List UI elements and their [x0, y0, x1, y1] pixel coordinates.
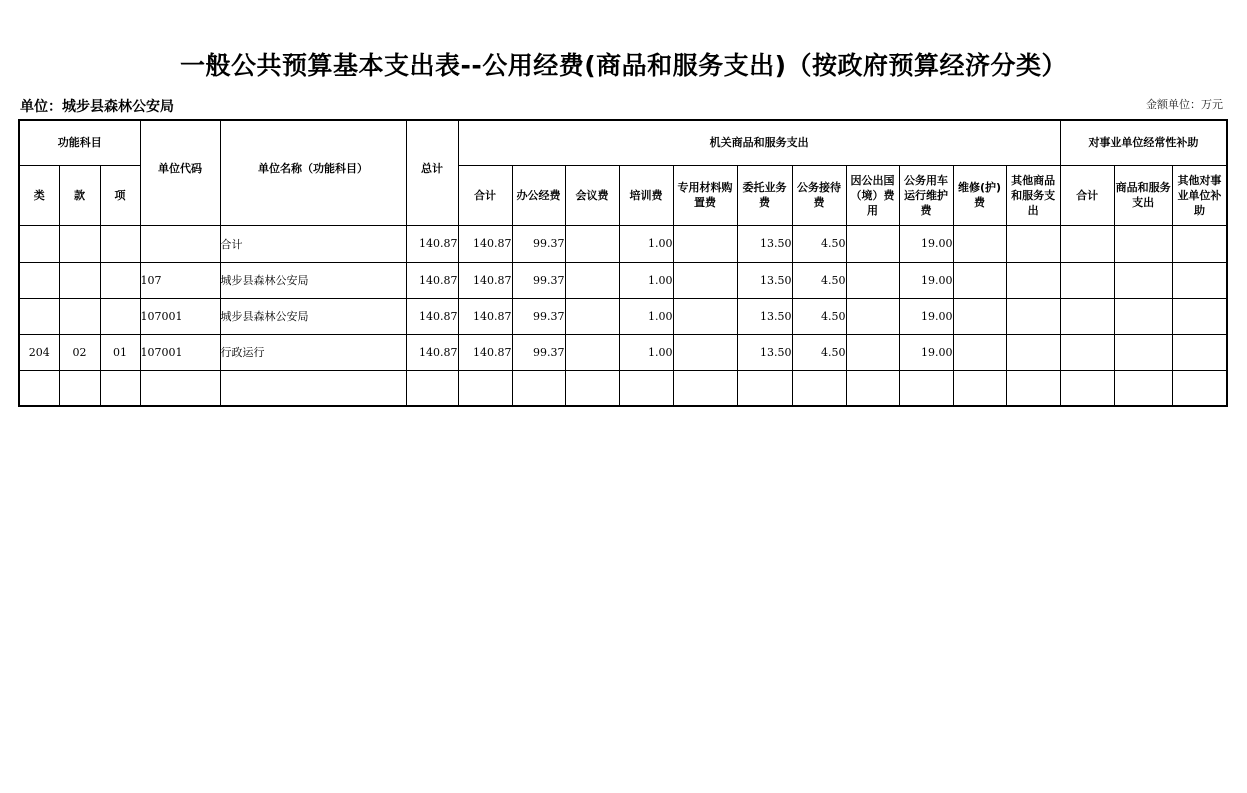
org-value-cell: 4.50: [792, 334, 846, 370]
org-col-header: 委托业务费: [737, 165, 792, 225]
subsidy-col-header: 合计: [1060, 165, 1114, 225]
org-value-cell: [1006, 334, 1060, 370]
org-value-cell: 13.50: [737, 262, 792, 298]
org-value-cell: [846, 225, 899, 262]
subsidy-value-cell: [1114, 334, 1172, 370]
lei-header: 类: [19, 165, 59, 225]
unit-name-cell: 城步县森林公安局: [220, 298, 406, 334]
unit-label: 单位：城步县森林公安局: [20, 99, 174, 115]
org-value-cell: [1006, 370, 1060, 406]
org-value-cell: 99.37: [512, 334, 565, 370]
kuan-header: 款: [59, 165, 100, 225]
org-value-cell: [846, 262, 899, 298]
lei-cell: [19, 298, 59, 334]
org-value-cell: 140.87: [458, 262, 512, 298]
org-value-cell: [673, 225, 737, 262]
org-value-cell: 13.50: [737, 225, 792, 262]
subsidy-value-cell: [1060, 334, 1114, 370]
org-col-header: 会议费: [565, 165, 619, 225]
unit-name-header: 单位名称（功能科目）: [220, 120, 406, 225]
org-col-header: 维修(护)费: [953, 165, 1006, 225]
org-value-cell: 19.00: [899, 225, 953, 262]
subsidy-group-header: 对事业单位经常性补助: [1060, 120, 1227, 165]
org-value-cell: [565, 298, 619, 334]
unit-name-cell: 城步县森林公安局: [220, 262, 406, 298]
org-value-cell: 4.50: [792, 225, 846, 262]
kuan-cell: [59, 370, 100, 406]
xiang-cell: [100, 225, 140, 262]
org-value-cell: 4.50: [792, 298, 846, 334]
org-value-cell: 140.87: [458, 298, 512, 334]
unit-code-cell: 107: [140, 262, 220, 298]
org-value-cell: 1.00: [619, 225, 673, 262]
table-row: [19, 262, 1227, 298]
subsidy-value-cell: [1060, 225, 1114, 262]
org-value-cell: [1006, 262, 1060, 298]
subsidy-value-cell: [1114, 298, 1172, 334]
org-value-cell: 99.37: [512, 298, 565, 334]
org-value-cell: [565, 370, 619, 406]
subsidy-col-header: 其他对事业单位补助: [1172, 165, 1227, 225]
org-value-cell: [458, 370, 512, 406]
org-col-header: 培训费: [619, 165, 673, 225]
xiang-cell: [100, 370, 140, 406]
total-cell: 140.87: [406, 334, 458, 370]
subsidy-value-cell: [1172, 334, 1227, 370]
org-col-header: 其他商品和服务支出: [1006, 165, 1060, 225]
org-value-cell: [565, 262, 619, 298]
org-col-header: 专用材料购置费: [673, 165, 737, 225]
func-subject-header: 功能科目: [19, 120, 140, 165]
org-group-header: 机关商品和服务支出: [458, 120, 1060, 165]
lei-cell: [19, 262, 59, 298]
table-row: [19, 370, 1227, 406]
org-value-cell: [953, 225, 1006, 262]
unit-name-cell: 合计: [220, 225, 406, 262]
org-value-cell: 13.50: [737, 298, 792, 334]
subsidy-value-cell: [1114, 262, 1172, 298]
org-value-cell: [953, 334, 1006, 370]
subsidy-value-cell: [1060, 298, 1114, 334]
kuan-cell: [59, 262, 100, 298]
org-value-cell: [619, 370, 673, 406]
lei-cell: [19, 225, 59, 262]
unit-name-cell: [220, 370, 406, 406]
total-cell: [406, 370, 458, 406]
kuan-cell: [59, 225, 100, 262]
expenditure-table: [18, 119, 1228, 407]
org-value-cell: 19.00: [899, 262, 953, 298]
table-row: [19, 298, 1227, 334]
table-row: [19, 225, 1227, 262]
subsidy-value-cell: [1172, 262, 1227, 298]
xiang-cell: 01: [100, 334, 140, 370]
org-value-cell: 99.37: [512, 225, 565, 262]
org-value-cell: [673, 334, 737, 370]
unit-code-header: 单位代码: [140, 120, 220, 225]
subsidy-value-cell: [1172, 298, 1227, 334]
org-col-header: 合计: [458, 165, 512, 225]
org-value-cell: [953, 298, 1006, 334]
subsidy-col-header: 商品和服务支出: [1114, 165, 1172, 225]
total-header: 总计: [406, 120, 458, 225]
org-value-cell: [673, 298, 737, 334]
org-value-cell: [1006, 298, 1060, 334]
org-value-cell: [846, 370, 899, 406]
lei-cell: [19, 370, 59, 406]
unit-name-cell: 行政运行: [220, 334, 406, 370]
org-value-cell: 1.00: [619, 298, 673, 334]
org-value-cell: 99.37: [512, 262, 565, 298]
org-value-cell: [673, 262, 737, 298]
unit-code-cell: [140, 370, 220, 406]
xiang-header: 项: [100, 165, 140, 225]
unit-code-cell: [140, 225, 220, 262]
org-value-cell: 140.87: [458, 334, 512, 370]
org-value-cell: 1.00: [619, 262, 673, 298]
org-col-header: 办公经费: [512, 165, 565, 225]
lei-cell: 204: [19, 334, 59, 370]
org-value-cell: [953, 370, 1006, 406]
table-row: [19, 334, 1227, 370]
org-value-cell: [565, 334, 619, 370]
org-value-cell: 140.87: [458, 225, 512, 262]
org-value-cell: 4.50: [792, 262, 846, 298]
org-value-cell: [953, 262, 1006, 298]
total-cell: 140.87: [406, 298, 458, 334]
subsidy-value-cell: [1114, 225, 1172, 262]
org-value-cell: 13.50: [737, 334, 792, 370]
org-value-cell: [512, 370, 565, 406]
kuan-cell: [59, 298, 100, 334]
subsidy-value-cell: [1172, 370, 1227, 406]
unit-code-cell: 107001: [140, 334, 220, 370]
xiang-cell: [100, 262, 140, 298]
page-title: 一般公共预算基本支出表--公用经费(商品和服务支出)（按政府预算经济分类）: [179, 51, 1068, 80]
kuan-cell: 02: [59, 334, 100, 370]
xiang-cell: [100, 298, 140, 334]
org-value-cell: [737, 370, 792, 406]
subsidy-value-cell: [1172, 225, 1227, 262]
subsidy-value-cell: [1060, 262, 1114, 298]
org-value-cell: 1.00: [619, 334, 673, 370]
subsidy-value-cell: [1114, 370, 1172, 406]
total-cell: 140.87: [406, 225, 458, 262]
total-cell: 140.87: [406, 262, 458, 298]
org-value-cell: [899, 370, 953, 406]
org-col-header: 公务接待费: [792, 165, 846, 225]
subsidy-value-cell: [1060, 370, 1114, 406]
unit-code-cell: 107001: [140, 298, 220, 334]
org-value-cell: [673, 370, 737, 406]
org-col-header: 公务用车运行维护费: [899, 165, 953, 225]
org-value-cell: [565, 225, 619, 262]
header-row-1: [19, 120, 1227, 165]
org-value-cell: [1006, 225, 1060, 262]
org-col-header: 因公出国（境）费用: [846, 165, 899, 225]
org-value-cell: 19.00: [899, 334, 953, 370]
amount-unit-label: 金额单位：万元: [1146, 98, 1223, 111]
org-value-cell: [846, 334, 899, 370]
org-value-cell: 19.00: [899, 298, 953, 334]
org-value-cell: [846, 298, 899, 334]
org-value-cell: [792, 370, 846, 406]
